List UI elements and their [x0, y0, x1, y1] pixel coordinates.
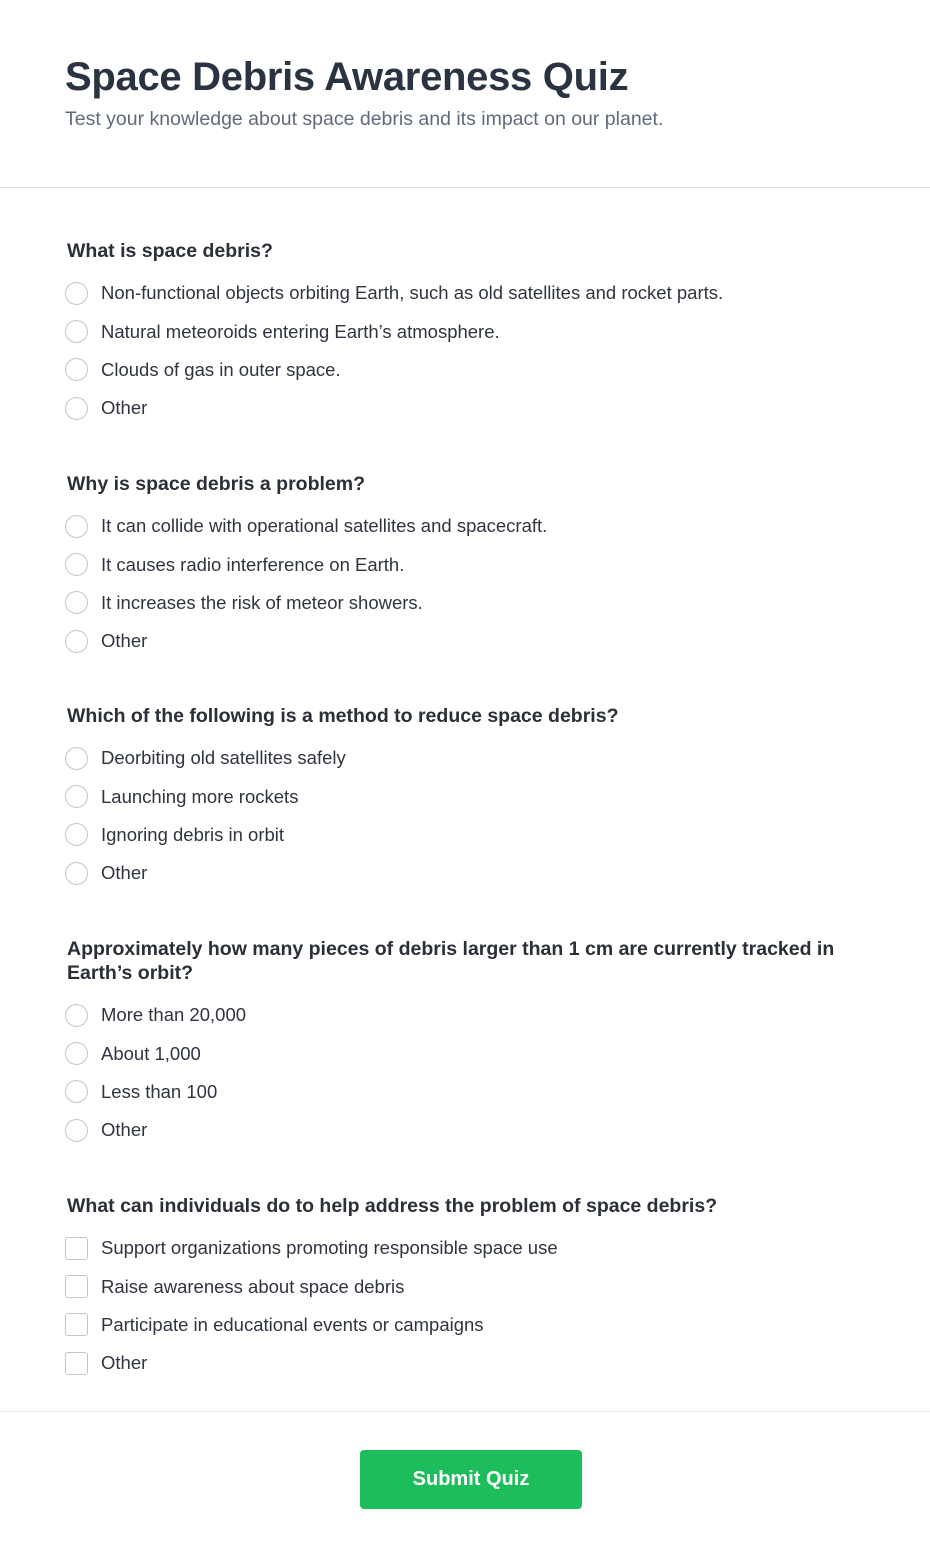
question-5	[65, 1194, 865, 1383]
question-title: What is space debris?	[67, 240, 273, 262]
radio-button[interactable]	[65, 630, 88, 653]
checkbox[interactable]	[65, 1237, 88, 1260]
answer-option[interactable]	[65, 1111, 865, 1149]
checkbox[interactable]	[65, 1352, 88, 1375]
answer-option[interactable]	[65, 389, 865, 427]
quiz-footer	[0, 1411, 930, 1559]
answer-option[interactable]	[65, 854, 865, 892]
option-label: Non-functional objects orbiting Earth, such as old satellites and rocket parts.	[101, 282, 724, 304]
checkbox[interactable]	[65, 1313, 88, 1336]
answer-option[interactable]	[65, 1267, 865, 1305]
page-title: Space Debris Awareness Quiz	[65, 55, 629, 99]
quiz-header	[0, 0, 930, 188]
submit-quiz-button[interactable]: Submit Quiz	[360, 1450, 582, 1509]
radio-button[interactable]	[65, 515, 88, 538]
question-title: Which of the following is a method to reduce space debris?	[67, 705, 619, 727]
radio-button[interactable]	[65, 747, 88, 770]
question-2	[65, 472, 865, 661]
radio-button[interactable]	[65, 320, 88, 343]
checkbox[interactable]	[65, 1275, 88, 1298]
option-label: It can collide with operational satellites and spacecraft.	[101, 515, 548, 537]
option-label: Ignoring debris in orbit	[101, 823, 285, 845]
answer-option[interactable]	[65, 1344, 865, 1382]
option-label: Other	[101, 862, 148, 884]
answer-option[interactable]	[65, 1034, 865, 1072]
answer-option[interactable]	[65, 1073, 865, 1111]
answer-option[interactable]	[65, 816, 865, 854]
option-label: More than 20,000	[101, 1004, 247, 1026]
radio-button[interactable]	[65, 553, 88, 576]
option-label: It increases the risk of meteor showers.	[101, 591, 423, 613]
answer-option[interactable]	[65, 312, 865, 350]
answer-option[interactable]	[65, 622, 865, 660]
radio-button[interactable]	[65, 282, 88, 305]
option-label: Other	[101, 397, 148, 419]
radio-button[interactable]	[65, 397, 88, 420]
answer-option[interactable]	[65, 777, 865, 815]
radio-button[interactable]	[65, 1004, 88, 1027]
question-3	[65, 704, 865, 893]
option-label: Raise awareness about space debris	[101, 1275, 405, 1297]
radio-button[interactable]	[65, 1080, 88, 1103]
question-title: What can individuals do to help address the problem of space debris?	[67, 1195, 718, 1217]
radio-button[interactable]	[65, 1119, 88, 1142]
radio-button[interactable]	[65, 358, 88, 381]
answer-option[interactable]	[65, 1229, 865, 1267]
option-label: Deorbiting old satellites safely	[101, 747, 346, 769]
option-label: Launching more rockets	[101, 785, 299, 807]
question-1	[65, 239, 865, 428]
answer-option[interactable]	[65, 545, 865, 583]
option-label: Support organizations promoting responsible space use	[101, 1237, 558, 1259]
radio-button[interactable]	[65, 1042, 88, 1065]
radio-button[interactable]	[65, 823, 88, 846]
option-label: It causes radio interference on Earth.	[101, 553, 405, 575]
answer-option[interactable]	[65, 274, 865, 312]
question-title: Approximately how many pieces of debris larger than 1 cm are currently tracked in Earth’s orbit?	[67, 938, 835, 984]
option-label: Other	[101, 630, 148, 652]
option-label: Clouds of gas in outer space.	[101, 358, 341, 380]
answer-option[interactable]	[65, 351, 865, 389]
option-label: Participate in educational events or campaigns	[101, 1313, 484, 1335]
answer-option[interactable]	[65, 1306, 865, 1344]
option-label: Other	[101, 1119, 148, 1141]
option-label: Other	[101, 1352, 148, 1374]
option-label: Less than 100	[101, 1080, 218, 1102]
page-subtitle: Test your knowledge about space debris and its impact on our planet.	[65, 108, 664, 130]
answer-option[interactable]	[65, 584, 865, 622]
option-label: About 1,000	[101, 1042, 201, 1064]
radio-button[interactable]	[65, 862, 88, 885]
answer-option[interactable]	[65, 996, 865, 1034]
radio-button[interactable]	[65, 591, 88, 614]
question-4	[65, 937, 865, 1150]
question-title: Why is space debris a problem?	[67, 473, 366, 495]
option-label: Natural meteoroids entering Earth’s atmosphere.	[101, 320, 500, 342]
radio-button[interactable]	[65, 785, 88, 808]
answer-option[interactable]	[65, 507, 865, 545]
answer-option[interactable]	[65, 739, 865, 777]
